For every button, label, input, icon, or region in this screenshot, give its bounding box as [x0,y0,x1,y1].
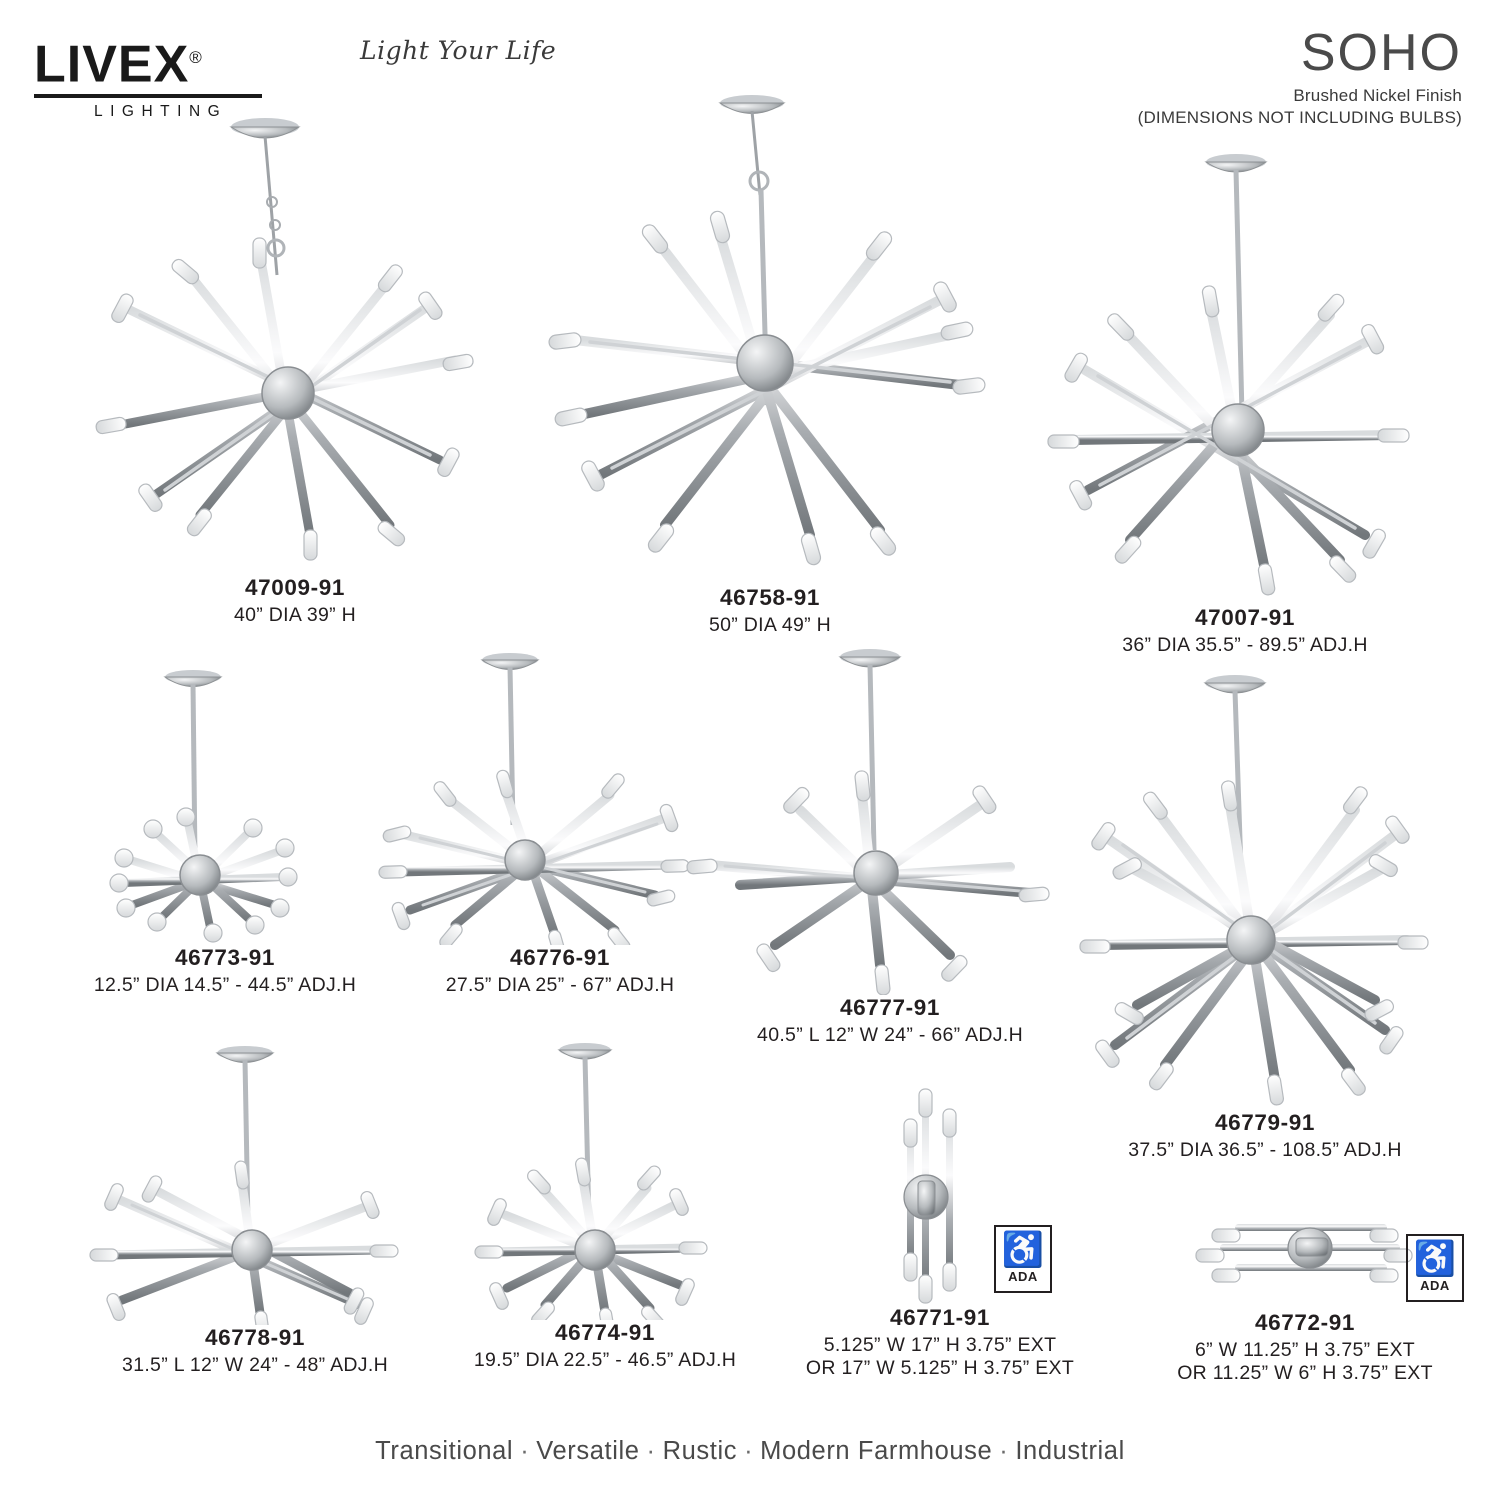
product-dimensions-alt: OR 17” W 5.125” H 3.75” EXT [805,1357,1075,1379]
footer-item-3: Modern Farmhouse [760,1437,993,1465]
ada-label: ADA [1008,1269,1038,1284]
product-dimensions-alt: OR 11.25” W 6” H 3.75” EXT [1177,1362,1433,1384]
product-dimensions: 31.5” L 12” W 24” - 48” ADJ.H [122,1354,388,1376]
footer-item-0: Transitional [375,1437,514,1465]
product-image-46773-91 [70,655,380,945]
series-info [1138,26,1462,128]
product-sku: 46774-91 [555,1320,655,1345]
wheelchair-icon: ♿ [1001,1231,1045,1269]
footer-item-4: Industrial [1015,1437,1125,1465]
product-46772-91 [1130,1200,1480,1385]
product-47007-91 [1010,140,1480,657]
product-47009-91 [60,105,530,627]
product-image-47009-91 [60,105,530,575]
footer-item-1: Versatile [536,1437,640,1465]
logo-word-text: LIVEX [34,35,190,94]
product-sku: 47007-91 [1195,605,1295,630]
product-46773-91 [70,655,380,997]
footer-separator: · [646,1437,656,1465]
product-46771-91 [770,1085,1110,1380]
product-image-46774-91 [425,1030,785,1320]
product-dimensions: 50” DIA 49” H [708,614,832,636]
product-image-46779-91 [1055,655,1475,1110]
product-dimensions: 19.5” DIA 22.5” - 46.5” ADJ.H [473,1349,737,1371]
product-sku: 46777-91 [840,995,940,1020]
sconce-illustration [770,1085,1110,1305]
product-46774-91 [425,1030,785,1372]
chandelier-illustration [520,85,1020,585]
product-sku: 46771-91 [890,1305,990,1330]
product-sku: 46779-91 [1215,1110,1315,1135]
product-image-46771-91 [770,1085,1110,1305]
product-dimensions: 37.5” DIA 36.5” - 108.5” ADJ.H [1128,1139,1402,1161]
chandelier-illustration [680,635,1100,995]
product-image-46778-91 [60,1035,450,1325]
registered-trademark-icon: ® [189,48,203,67]
product-image-46772-91 [1130,1200,1480,1310]
product-image-46758-91 [520,85,1020,585]
logo-divider [34,94,262,98]
product-sku: 46773-91 [175,945,275,970]
chandelier-illustration [60,1035,450,1325]
brand-tagline: Light Your Life [360,36,557,65]
footer-separator: · [999,1437,1009,1465]
product-dimensions: 12.5” DIA 14.5” - 44.5” ADJ.H [93,974,357,996]
chandelier-illustration [1010,140,1480,605]
product-46777-91 [680,635,1100,1047]
product-dimensions: 6” W 11.25” H 3.75” EXT [1194,1339,1416,1361]
product-image-47007-91 [1010,140,1480,605]
product-sku: 46776-91 [510,945,610,970]
product-dimensions: 40.5” L 12” W 24” - 66” ADJ.H [757,1024,1023,1046]
ada-badge [994,1225,1052,1293]
chandelier-illustration [425,1030,785,1320]
logo-wordmark [34,32,203,94]
chandelier-illustration [1055,655,1475,1110]
product-sku: 46758-91 [720,585,820,610]
footer-item-2: Rustic [662,1437,738,1465]
product-dimensions: 40” DIA 39” H [233,604,357,626]
product-image-46777-91 [680,635,1100,995]
product-46758-91 [520,85,1020,637]
chandelier-illustration [70,655,380,945]
product-46779-91 [1055,655,1475,1162]
product-dimensions: 5.125” W 17” H 3.75” EXT [823,1334,1057,1356]
product-sku: 47009-91 [245,575,345,600]
series-finish: Brushed Nickel Finish [1293,86,1462,105]
series-dimension-note: (DIMENSIONS NOT INCLUDING BULBS) [1137,108,1462,127]
ada-label: ADA [1420,1278,1450,1293]
product-dimensions: 36” DIA 35.5” - 89.5” ADJ.H [1122,634,1368,656]
footer-separator: · [520,1437,530,1465]
product-46778-91 [60,1035,450,1377]
product-dimensions: 27.5” DIA 25” - 67” ADJ.H [445,974,675,996]
wheelchair-icon: ♿ [1413,1240,1457,1278]
series-title: SOHO [1300,24,1462,82]
logo-subtext: LIGHTING [94,103,228,121]
product-sku: 46772-91 [1255,1310,1355,1335]
ada-badge [1406,1234,1464,1302]
product-sku: 46778-91 [205,1325,305,1350]
footer-keywords [0,1437,1500,1466]
chandelier-illustration [60,105,530,575]
footer-separator: · [744,1437,754,1465]
